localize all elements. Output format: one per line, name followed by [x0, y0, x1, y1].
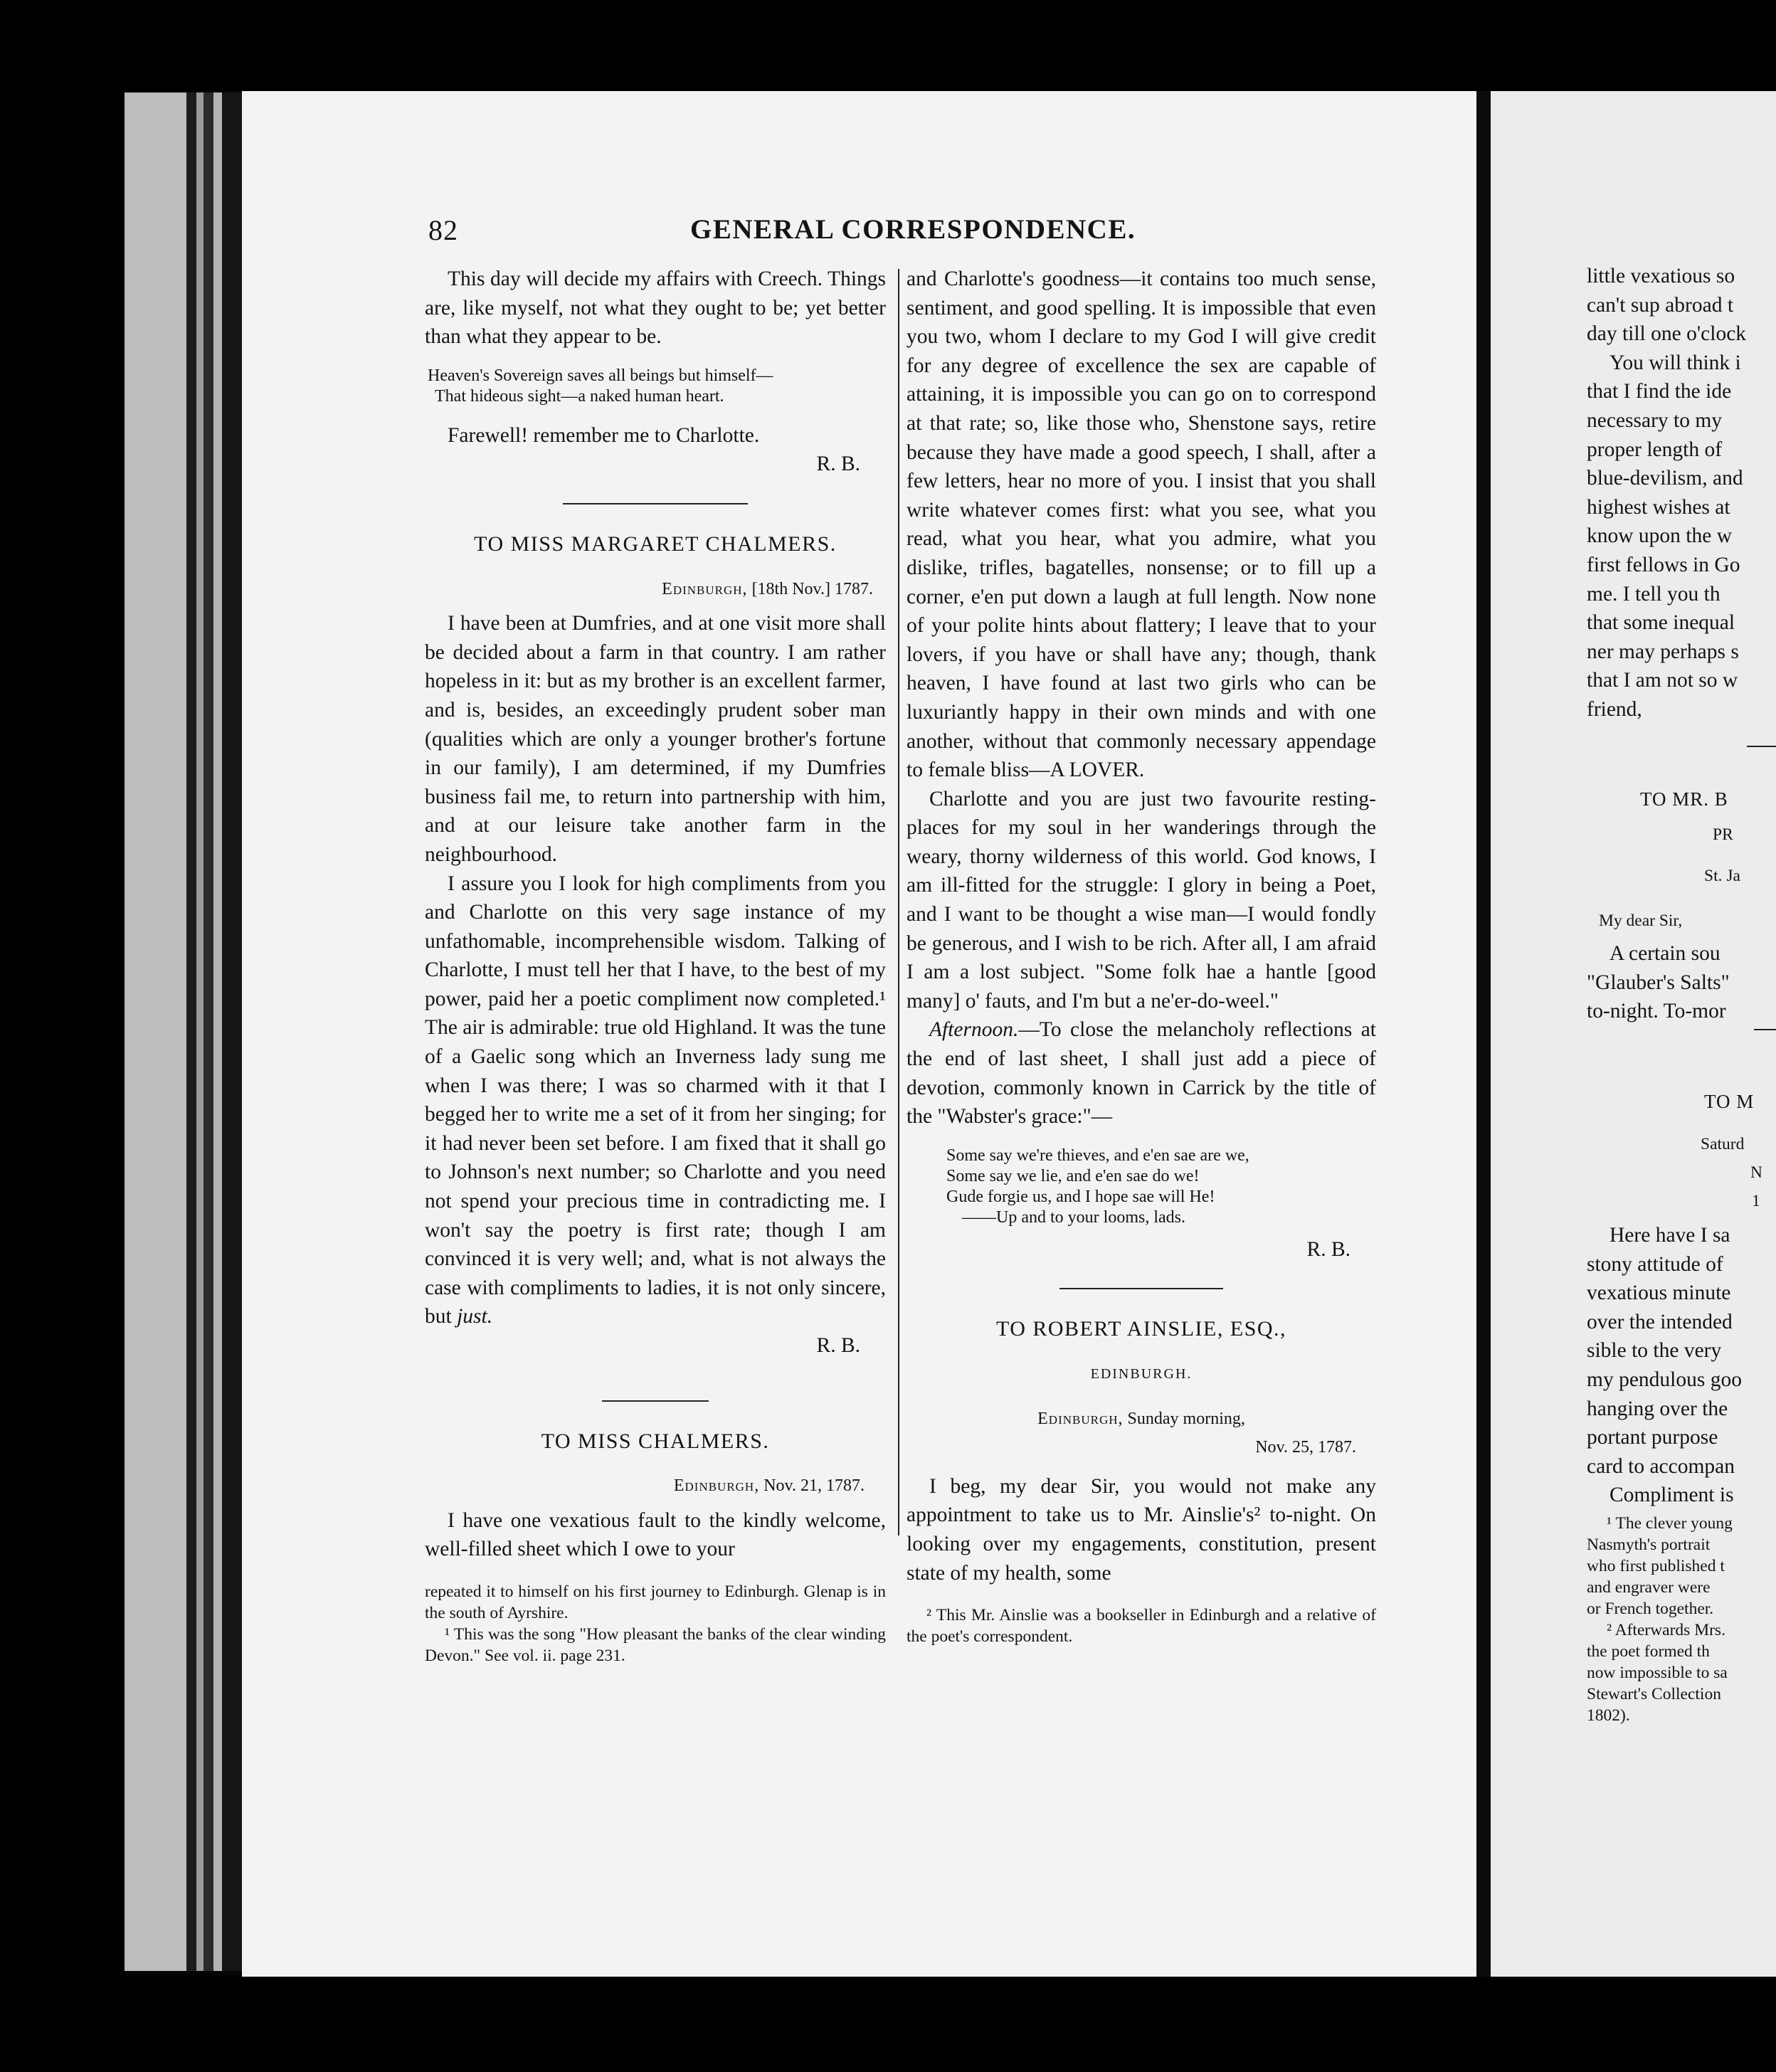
page-edge [186, 92, 196, 1971]
next-page-line: over the intended [1587, 1310, 1733, 1333]
verse-quote [428, 366, 886, 407]
next-page-line: Stewart's Collection [1587, 1685, 1721, 1703]
next-page-line: who first published t [1587, 1557, 1725, 1575]
small-caps-phrase: A LOVER. [1050, 758, 1145, 782]
footnote: repeated it to himself on his first journey to Edinburgh. Glenap is in the south of Ayrshire. [425, 1582, 886, 1622]
dateline-date: Nov. 25, 1787. [1255, 1438, 1356, 1457]
next-page-line: A certain sou [1610, 942, 1720, 965]
next-page-line: N [1750, 1163, 1762, 1182]
letter-heading: TO MISS CHALMERS. [541, 1429, 770, 1453]
next-page-line: card to accompan [1587, 1454, 1735, 1478]
signature: R. B. [816, 453, 860, 476]
next-page-line: hanging over the [1587, 1397, 1728, 1420]
verse-line: Gude forgie us, and I hope sae will He! [946, 1187, 1215, 1206]
next-page-line: ² Afterwards Mrs. [1607, 1621, 1725, 1639]
next-page-line: ner may perhaps s [1587, 640, 1739, 663]
page-edge [196, 92, 204, 1971]
dateline [425, 1471, 886, 1501]
binding-shadow [222, 92, 242, 1971]
left-column [425, 265, 886, 1666]
page-edge [204, 92, 213, 1971]
next-page-line: that some inequal [1587, 611, 1735, 635]
dateline-day: Sunday morning, [1127, 1409, 1245, 1428]
paragraph [906, 265, 1376, 785]
verse-line: Some say we're thieves, and e'en sae are we, [946, 1146, 1249, 1165]
dateline-place: Edinburgh, [673, 1476, 760, 1496]
next-page-line: that I find the ide [1587, 380, 1732, 403]
column-divider [898, 269, 899, 1536]
running-title: GENERAL CORRESPONDENCE. [690, 214, 1136, 245]
next-page-line: necessary to my [1587, 409, 1723, 432]
dateline [906, 1433, 1376, 1462]
letter-heading: TO ROBERT AINSLIE, ESQ., [995, 1317, 1287, 1341]
section-rule [602, 1400, 709, 1402]
next-page-line: 1 [1752, 1192, 1760, 1210]
dateline-place: Edinburgh, [662, 579, 748, 598]
dateline-place: Edinburgh, [1037, 1409, 1124, 1428]
paragraph: Charlotte and you are just two favourite resting-places for my soul in her wanderings through the weary, thorny wilderness of this world. God knows, I am ill-fitted for the struggle: I glory in being a Poet, and I want to be thought a wise man—I would fondly be generous, and I wish to be rich. After all, I am afraid I am a lost subject. "Some folk hae a hantle [good many] o' fauts, and I'm but a ne'er-do-weel." [906, 787, 1376, 1013]
dateline [425, 575, 886, 604]
next-page-line: TO MR. B [1640, 788, 1728, 810]
scan-border-bottom [0, 1977, 1776, 2072]
verse-line: ——Up and to your looms, lads. [962, 1207, 1185, 1227]
verse-line: Heaven's Sovereign saves all beings but himself— [428, 366, 773, 385]
paragraph-text: —To close the melancholy reflections at the end of last sheet, I shall just add a piece of devotion, commonly known in Carrick by the title of the "Wabster's grace:"— [906, 1018, 1376, 1128]
italic-label: Afternoon. [929, 1018, 1019, 1042]
next-page-line: 1802). [1587, 1706, 1630, 1725]
next-page-line: PR [1713, 825, 1733, 844]
verse-line: Some say we lie, and e'en sae do we! [946, 1166, 1200, 1185]
section-rule [563, 503, 748, 504]
verse-quote [946, 1146, 1376, 1228]
next-page-line: My dear Sir, [1599, 911, 1683, 930]
next-page-line: to-night. To-mor [1587, 1000, 1726, 1023]
dateline-date: Nov. 21, 1787. [763, 1476, 865, 1496]
next-page-line: my pendulous goo [1587, 1368, 1742, 1391]
next-page-line: ¹ The clever young [1607, 1514, 1733, 1533]
next-page-line: You will think i [1610, 351, 1741, 374]
paragraph [906, 1015, 1376, 1131]
right-column [906, 265, 1376, 1647]
signature: R. B. [816, 1334, 860, 1357]
next-page-line: the poet formed th [1587, 1642, 1710, 1661]
next-page-line: Compliment is [1610, 1484, 1734, 1507]
next-page-line: me. I tell you th [1587, 582, 1720, 606]
paragraph-text: I assure you I look for high compliments from you and Charlotte on this very sage instance of my unfathomable, incomprehensible wisdom. Talking of Charlotte, I must tell her that I have, to the best of my power, paid her a poetic compliment now completed.¹ The air is admirable: true old Highland. It was the tune of a Gaelic song which an Inverness lady sung me when I was there; I was so charmed with it that I begged her to write me a set of it from her singing; for it had never been set before. I am fixed that it shall go to Johnson's next number; so Charlotte and you need not spend your precious time in contradicting me. I won't say the poetry is first rate; though I am convinced it is very well; and, what is not always the case with compliments to ladies, it is not only sincere, but [425, 872, 886, 1328]
paragraph: I have been at Dumfries, and at one visit more shall be decided about a farm in that country. I am rather hopeless in it: but as my brother is an excellent farmer, and is, besides, an exceedingly prudent sober man (qualities which are only a younger brother's fortune in our family), I am determined, if my Dumfries business fail me, to return into partnership with him, and at our leisure take another farm in the neighbourhood. [425, 612, 886, 866]
next-page-line: friend, [1587, 698, 1642, 721]
next-page-line: portant purpose [1587, 1426, 1718, 1449]
next-page-line: highest wishes at [1587, 495, 1730, 519]
section-rule [1754, 1029, 1776, 1030]
next-page-line: day till one o'clock [1587, 322, 1747, 346]
next-page-line: and engraver were [1587, 1578, 1711, 1597]
verse-line: That hideous sight—a naked human heart. [435, 386, 724, 406]
italic-word: just. [457, 1305, 493, 1328]
letter-heading: TO MISS MARGARET CHALMERS. [474, 532, 837, 556]
footnotes [425, 1581, 886, 1666]
next-page-line: TO M [1704, 1091, 1755, 1112]
next-page-line: Saturd [1701, 1135, 1745, 1153]
next-page-line: "Glauber's Salts" [1587, 971, 1730, 994]
next-page-line: St. Ja [1704, 867, 1740, 885]
signature: R. B. [1306, 1237, 1350, 1261]
next-page-line: stony attitude of [1587, 1252, 1723, 1276]
dateline-date: [18th Nov.] 1787. [751, 579, 873, 598]
next-page-line: blue-devilism, and [1587, 467, 1743, 490]
footnote: ² This Mr. Ainslie was a bookseller in Edinburgh and a relative of the poet's correspondent. [906, 1606, 1376, 1646]
next-page-line: know upon the w [1587, 524, 1733, 548]
scan-border-left [0, 0, 125, 2072]
book-gutter [1476, 91, 1491, 1977]
next-page-line: that I am not so w [1587, 669, 1738, 692]
next-page-line: Nasmyth's portrait [1587, 1536, 1711, 1554]
paragraph: I beg, my dear Sir, you would not make any appointment to take us to Mr. Ainslie's² to-night. On looking over my engagements, constitution, present state of my health, some [906, 1474, 1376, 1585]
paragraph [425, 870, 886, 1332]
scan-border-top [0, 0, 1776, 91]
next-page-line: Here have I sa [1610, 1224, 1730, 1247]
next-page-line: sible to the very [1587, 1339, 1722, 1363]
section-rule [1747, 746, 1776, 747]
dateline [906, 1405, 1376, 1434]
next-page-line: little vexatious so [1587, 265, 1735, 287]
page-edge [125, 92, 192, 1971]
book-page-83-partial [1491, 91, 1776, 1977]
letter-subheading: EDINBURGH. [1090, 1366, 1193, 1382]
next-page-line: proper length of [1587, 438, 1723, 461]
page-edge [213, 92, 222, 1971]
footnotes [906, 1605, 1376, 1647]
next-page-line: vexatious minute [1587, 1281, 1731, 1305]
paragraph: I have one vexatious fault to the kindly welcome, well-filled sheet which I owe to your [425, 1508, 886, 1561]
footnote: ¹ This was the song "How pleasant the banks of the clear winding Devon." See vol. ii. page 231. [425, 1624, 886, 1665]
paragraph: This day will decide my affairs with Creech. Things are, like myself, not what they ought to be; yet better than what they appear to be. [425, 268, 886, 349]
section-rule [1059, 1288, 1223, 1289]
paragraph-text: and Charlotte's goodness—it contains too much sense, sentiment, and good spelling. It is impossible that even you two, whom I declare to my God I will give credit for any degree of excellence the sex are capable of attaining, it is impossible you can go on to correspond at that rate; so, like those who, Shenstone says, retire because they have made a good speech, I shall, after a few letters, hear no more of you. I insist that you shall write whatever comes first: what you see, what you read, what you hear, what you admire, what you dislike, trifles, bagatelles, nonsense; or to fill up a corner, e'en put down a laugh at full length. Now none of your polite hints about flattery; I leave that to your lovers, if you have or shall have any; though, thank heaven, I have found at last two girls who can be luxuriantly happy in their own minds and with one another, without that commonly necessary appendage to female bliss— [906, 268, 1376, 782]
next-page-line: can't sup abroad t [1587, 293, 1734, 317]
next-page-line: or French together. [1587, 1600, 1714, 1618]
page-number: 82 [428, 214, 458, 246]
paragraph: Farewell! remember me to Charlotte. [448, 423, 760, 447]
next-page-line: now impossible to sa [1587, 1664, 1728, 1682]
next-page-line: first fellows in Go [1587, 554, 1740, 576]
